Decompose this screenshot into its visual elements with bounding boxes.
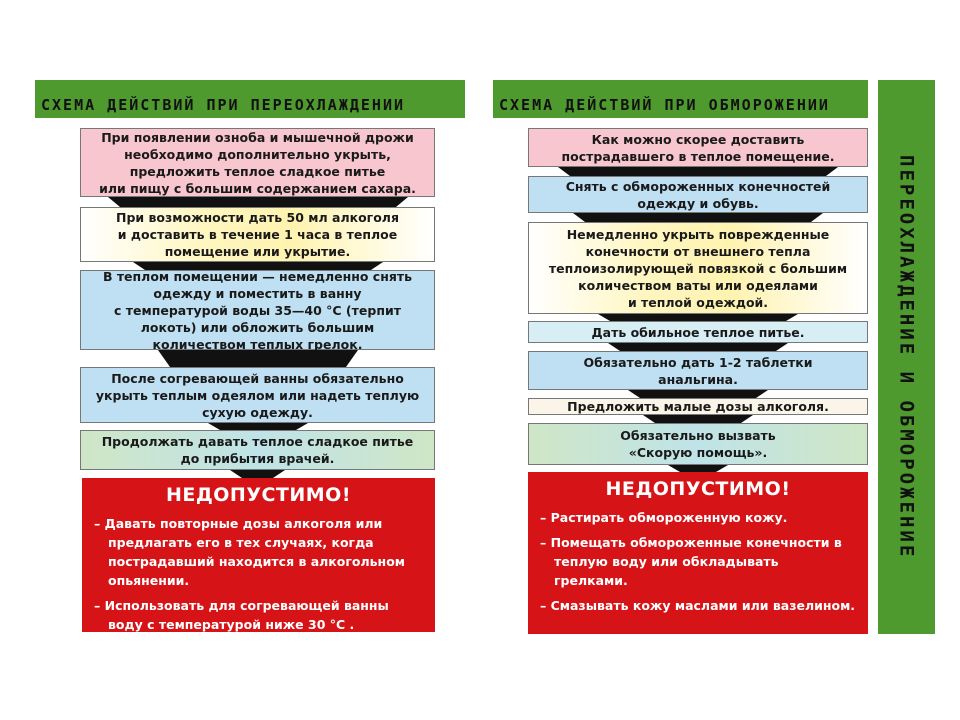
left-warning-title: НЕДОПУСТИМО! [165,484,352,506]
right-step-box [528,128,868,167]
funnel-connector [643,415,753,423]
step-text-line: Как можно скорее доставить [591,131,805,147]
step-text-line: или пищу с большим содержанием сахара. [99,180,416,196]
step-text-line: Снять с обмороженных конечностей [565,178,831,194]
step-text-line: Обязательно дать 1-2 таблетки [583,354,813,370]
left-title: СХЕМА ДЕЙСТВИЙ ПРИ ПЕРЕОХЛАЖДЕНИИ [41,96,406,114]
funnel-connector [208,423,308,430]
step-text-line: пострадавшего в теплое помещение. [561,148,835,164]
step-text-line: Дать обильное теплое питье. [591,324,805,340]
step-text-line: конечности от внешнего тепла [585,243,811,259]
step-text-line: При появлении озноба и мышечной дрожи [101,129,414,145]
right-header [493,80,868,118]
funnel-connector [230,470,285,478]
left-step-box [80,270,435,350]
step-text-line: Продолжать давать теплое сладкое питье [101,434,414,449]
funnel-connector [573,213,823,222]
right-warning-box [528,472,868,634]
step-text-line: одежду и поместить в ванну [153,285,362,301]
funnel-connector [158,350,358,367]
step-text-line: В теплом помещении — немедленно снять [102,268,413,284]
step-text-line: предложить теплое сладкое питье [129,163,386,179]
funnel-connector [628,390,768,398]
step-text-line: количеством теплых грелок. [152,336,363,352]
left-header [35,80,465,118]
right-step-box [528,176,868,213]
step-text-line: и доставить в течение 1 часа в теплое [117,227,398,242]
step-text-line: теплоизолирующей повязкой с большим [548,260,848,276]
right-step-box [528,423,868,465]
right-warning-title: НЕДОПУСТИМО! [605,478,791,500]
left-step-box [80,128,435,197]
right-warning-item: – Помещать обмороженные конечности в теплую воду или обкладывать грелками. [540,535,842,588]
left-step-box [80,207,435,262]
left-warning-box [82,478,435,632]
step-text-line: Обязательно вызвать [620,428,776,443]
step-text-line: «Скорую помощь». [628,445,768,460]
side-title: ПЕРЕОХЛАЖДЕНИЕ И ОБМОРОЖЕНИЕ [895,154,918,560]
right-warning-item: – Смазывать кожу маслами или вазелином. [540,598,856,613]
step-text-line: Предложить малые дозы алкоголя. [567,399,829,414]
funnel-connector [668,465,728,472]
right-step-box [528,222,868,314]
funnel-connector [598,314,798,321]
step-text-line: и теплой одеждой. [627,294,769,310]
funnel-connector [608,343,788,351]
right-step-box [528,398,868,415]
side-title-bar [878,80,935,634]
step-text-line: анальгина. [658,371,738,387]
right-title: СХЕМА ДЕЙСТВИЙ ПРИ ОБМОРОЖЕНИИ [499,96,830,114]
step-text-line: При возможности дать 50 мл алкоголя [116,210,399,225]
step-text-line: до прибытия врачей. [180,451,335,466]
step-text-line: укрыть теплым одеялом или надеть теплую [95,387,420,403]
step-text-line: одежду и обувь. [637,195,759,211]
funnel-connector [558,167,838,176]
step-text-line: с температурой воды 35—40 °С (терпит [114,302,401,318]
left-step-box [80,367,435,423]
left-warning-item: – Давать повторные дозы алкоголя или предлагать его в тех случаях, когда пострадавший находится в алкогольном опьянении. [94,516,405,588]
step-text-line: После согревающей ванны обязательно [111,370,404,386]
step-text-line: локоть) или обложить большим [140,319,375,335]
right-step-box [528,351,868,390]
funnel-connector [108,197,408,207]
step-text-line: Немедленно укрыть поврежденные [566,226,830,242]
right-warning-item: – Растирать обмороженную кожу. [540,510,788,525]
left-step-box [80,430,435,470]
left-warning-item: – Использовать для согревающей ванны воду с температурой ниже 30 °С . [94,598,389,632]
step-text-line: помещение или укрытие. [164,244,351,259]
step-text-line: сухую одежду. [202,404,313,420]
step-text-line: количеством ваты или одеялами [578,277,818,293]
step-text-line: необходимо дополнительно укрыть, [124,146,391,162]
right-step-box [528,321,868,343]
